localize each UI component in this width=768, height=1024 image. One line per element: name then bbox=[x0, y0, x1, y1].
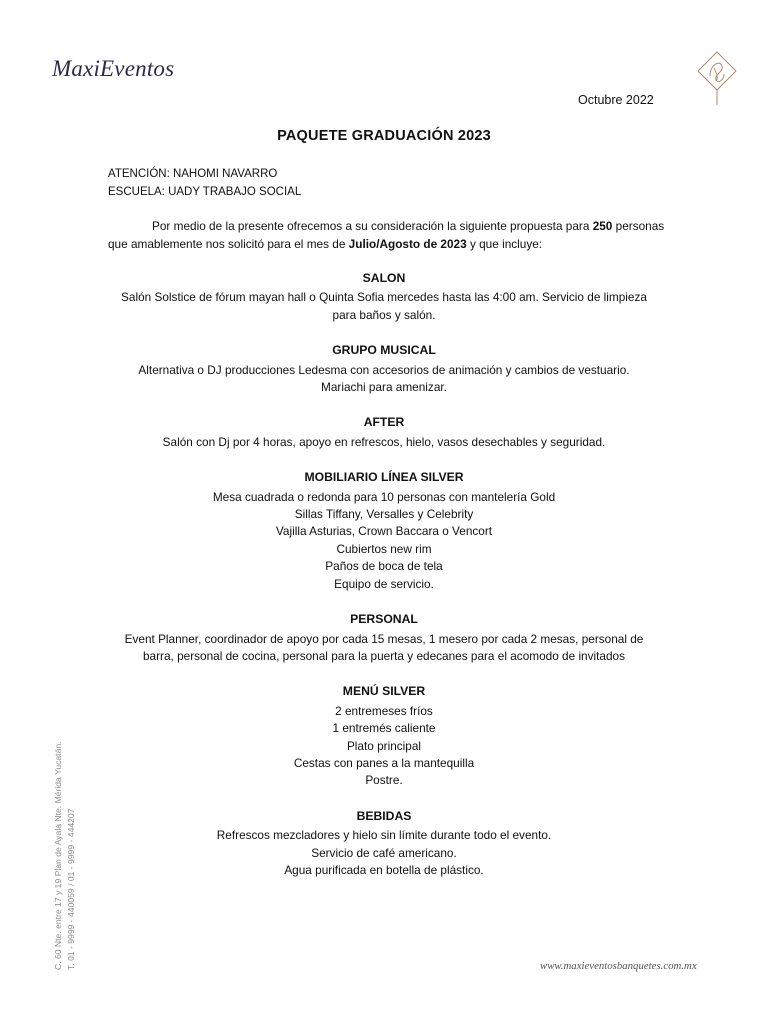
section-title: MOBILIARIO LÍNEA SILVER bbox=[304, 470, 464, 485]
company-logo: MaxiEventos bbox=[52, 56, 175, 81]
intro-months: Julio/Agosto de 2023 bbox=[348, 237, 467, 251]
section-line: Event Planner, coordinador de apoyo por cada 15 mesas, 1 mesero por cada 2 mesas, personal de bbox=[124, 631, 644, 646]
section-line: Sillas Tiffany, Versalles y Celebrity bbox=[294, 507, 474, 522]
section-line: 1 entremés caliente bbox=[332, 721, 436, 736]
section-grupo-musical bbox=[80, 342, 688, 396]
intro-paragraph bbox=[108, 217, 668, 253]
intro-text-1: Por medio de la presente ofrecemos a su consideración la siguiente propuesta para bbox=[152, 219, 593, 233]
section-title: GRUPO MUSICAL bbox=[332, 343, 436, 358]
section-line: Salón Solstice de fórum mayan hall o Quinta Sofia mercedes hasta las 4:00 am. Servicio de limpieza bbox=[121, 290, 647, 305]
section-line: Postre. bbox=[365, 773, 403, 788]
section-line: Cestas con panes a la mantequilla bbox=[293, 755, 475, 770]
section-line: Equipo de servicio. bbox=[334, 576, 434, 591]
section-line: Agua purificada en botella de plástico. bbox=[284, 862, 484, 877]
section-line: Mariachi para amenizar. bbox=[321, 380, 447, 395]
section-title: SALON bbox=[362, 271, 406, 285]
package-sections bbox=[80, 270, 688, 897]
footer-phones: T. 01 - 9999 - 440059 / 01 - 9999 - 444207 bbox=[66, 808, 76, 970]
section-line: Servicio de café americano. bbox=[311, 845, 457, 860]
section-line: barra, personal de cocina, personal para la puerta y edecanes para el acomodo de invitados bbox=[142, 648, 625, 663]
section-line: Plato principal bbox=[346, 738, 422, 753]
attention-school: ESCUELA: UADY TRABAJO SOCIAL bbox=[108, 186, 302, 198]
footer-contact bbox=[52, 741, 78, 970]
section-bebidas bbox=[80, 808, 688, 880]
section-line: 2 entremeses fríos bbox=[335, 703, 433, 718]
intro-text-3: y que incluye: bbox=[466, 237, 543, 251]
section-line: Salón con Dj por 4 horas, apoyo en refrescos, hielo, vasos desechables y seguridad. bbox=[162, 434, 606, 449]
section-line: Refrescos mezcladores y hielo sin límite durante todo el evento. bbox=[216, 828, 552, 843]
section-line: Paños de boca de tela bbox=[325, 559, 443, 574]
section-title: MENÚ SILVER bbox=[342, 684, 426, 699]
section-line: Alternativa o DJ producciones Ledesma con accesorios de animación y cambios de vestuario. bbox=[138, 362, 630, 377]
document-title: PAQUETE GRADUACIÓN 2023 bbox=[277, 128, 491, 144]
attention-block bbox=[108, 165, 301, 201]
section-line: Cubiertos new rim bbox=[336, 541, 432, 556]
intro-people: 250 bbox=[592, 219, 613, 233]
section-title: BEBIDAS bbox=[356, 808, 412, 823]
section-mobiliario bbox=[80, 469, 688, 593]
section-title: PERSONAL bbox=[350, 612, 418, 627]
section-title: AFTER bbox=[363, 415, 405, 430]
section-line: Vajilla Asturias, Crown Baccara o Vencort bbox=[275, 524, 493, 539]
section-salon bbox=[80, 270, 688, 324]
intro-text-2: personas que amablemente nos solicitó para el mes de bbox=[108, 219, 665, 251]
section-personal bbox=[80, 611, 688, 665]
leaf-diamond-icon bbox=[694, 50, 740, 106]
footer-address: C. 60 Nte. entre 17 y 19 Plan de Ayala Nte. Mérida Yucatán. bbox=[53, 741, 63, 970]
document-date: Octubre 2022 bbox=[578, 93, 654, 107]
section-after bbox=[80, 414, 688, 451]
section-line: para baños y salón. bbox=[332, 307, 436, 322]
website-link[interactable]: www.maxieventosbanquetes.com.mx bbox=[540, 960, 697, 972]
section-line: Mesa cuadrada o redonda para 10 personas con mantelería Gold bbox=[212, 489, 556, 504]
attention-name: ATENCIÓN: NAHOMI NAVARRO bbox=[108, 168, 278, 180]
section-menu bbox=[80, 683, 688, 789]
